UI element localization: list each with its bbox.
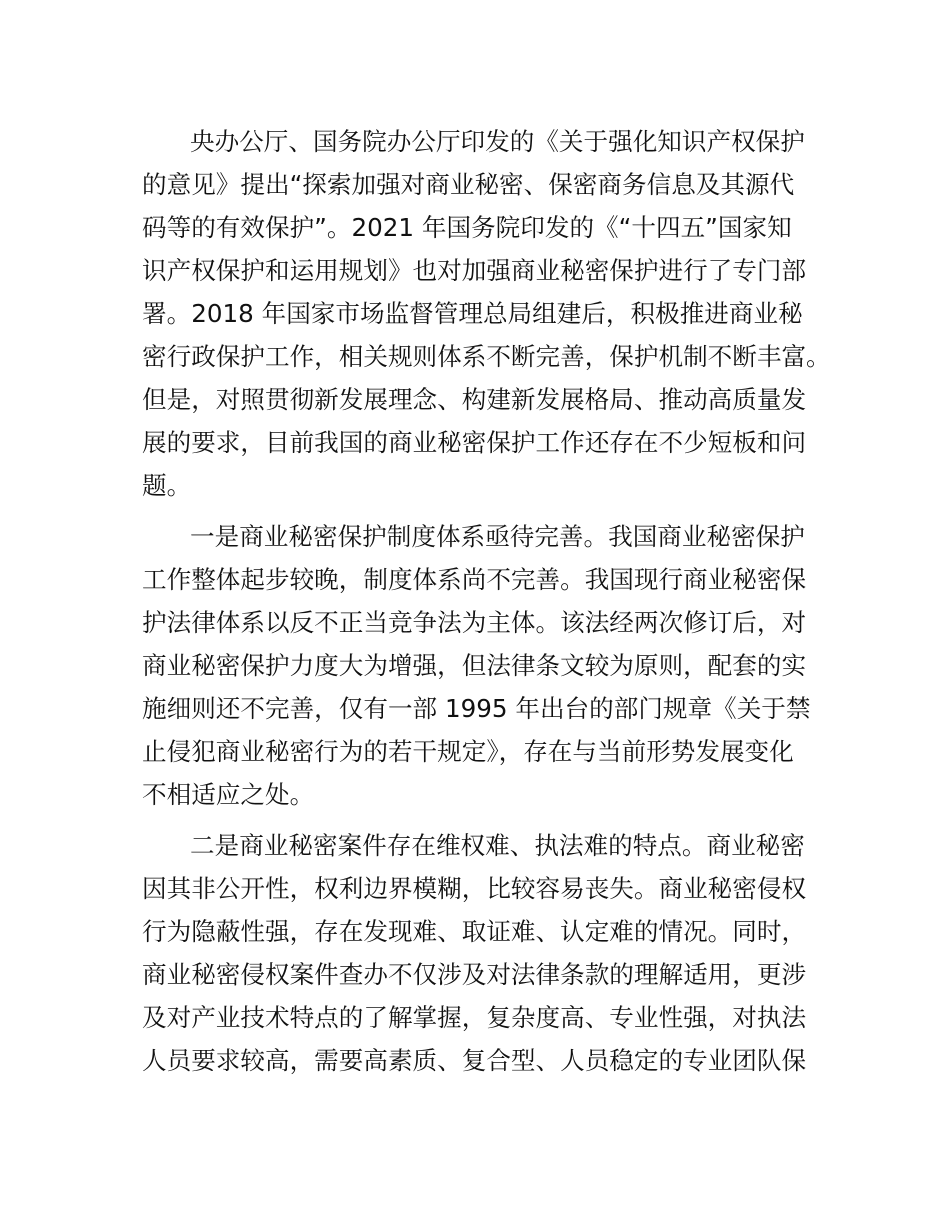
paragraph-1-line-3: 码等的有效保护”。2021 年国务院印发的《“十四五”国家知 — [142, 213, 792, 242]
paragraph-3-line-6: 人员要求较高，需要高素质、复合型、人员稳定的专业团队保 — [142, 1046, 807, 1075]
paragraph-2-line-6: 止侵犯商业秘密行为的若干规定》，存在与当前形势发展变化 — [142, 737, 794, 766]
paragraph-2-line-5: 施细则还不完善，仅有一部 1995 年出台的部门规章《关于禁 — [142, 694, 811, 723]
paragraph-2-line-2: 工作整体起步较晚，制度体系尚不完善。我国现行商业秘密保 — [142, 565, 807, 594]
paragraph-1-line-7: 但是，对照贯彻新发展理念、构建新发展格局、推动高质量发 — [142, 385, 807, 414]
paragraph-2-line-4: 商业秘密保护力度大为增强，但法律条文较为原则，配套的实 — [142, 651, 807, 680]
paragraph-2-line-1: 一是商业秘密保护制度体系亟待完善。我国商业秘密保护 — [190, 522, 805, 551]
paragraph-1-line-4: 识产权保护和运用规划》也对加强商业秘密保护进行了专门部 — [142, 256, 807, 285]
paragraph-1-line-8: 展的要求，目前我国的商业秘密保护工作还存在不少短板和问 — [142, 428, 807, 457]
paragraph-1-line-2: 的意见》提出“探索加强对商业秘密、保密商务信息及其源代 — [142, 170, 795, 199]
paragraph-2-line-3: 护法律体系以反不正当竞争法为主体。该法经两次修订后，对 — [142, 608, 807, 637]
paragraph-3-line-4: 商业秘密侵权案件查办不仅涉及对法律条款的理解适用，更涉 — [142, 960, 807, 989]
paragraph-1-line-9: 题。 — [142, 471, 192, 500]
paragraph-1-line-6: 密行政保护工作，相关规则体系不断完善，保护机制不断丰富。 — [142, 342, 831, 371]
paragraph-2-line-7: 不相适应之处。 — [142, 780, 315, 809]
paragraph-3-line-5: 及对产业技术特点的了解掌握，复杂度高、专业性强，对执法 — [142, 1003, 807, 1032]
paragraph-3-line-3: 行为隐蔽性强，存在发现难、取证难、认定难的情况。同时， — [142, 917, 807, 946]
paragraph-3-line-1: 二是商业秘密案件存在维权难、执法难的特点。商业秘密 — [190, 831, 805, 860]
paragraph-1-line-1: 央办公厅、国务院办公厅印发的《关于强化知识产权保护 — [190, 127, 805, 156]
paragraph-1-line-5: 署。2018 年国家市场监督管理总局组建后，积极推进商业秘 — [142, 299, 803, 328]
paragraph-3-line-2: 因其非公开性，权利边界模糊，比较容易丧失。商业秘密侵权 — [142, 874, 807, 903]
